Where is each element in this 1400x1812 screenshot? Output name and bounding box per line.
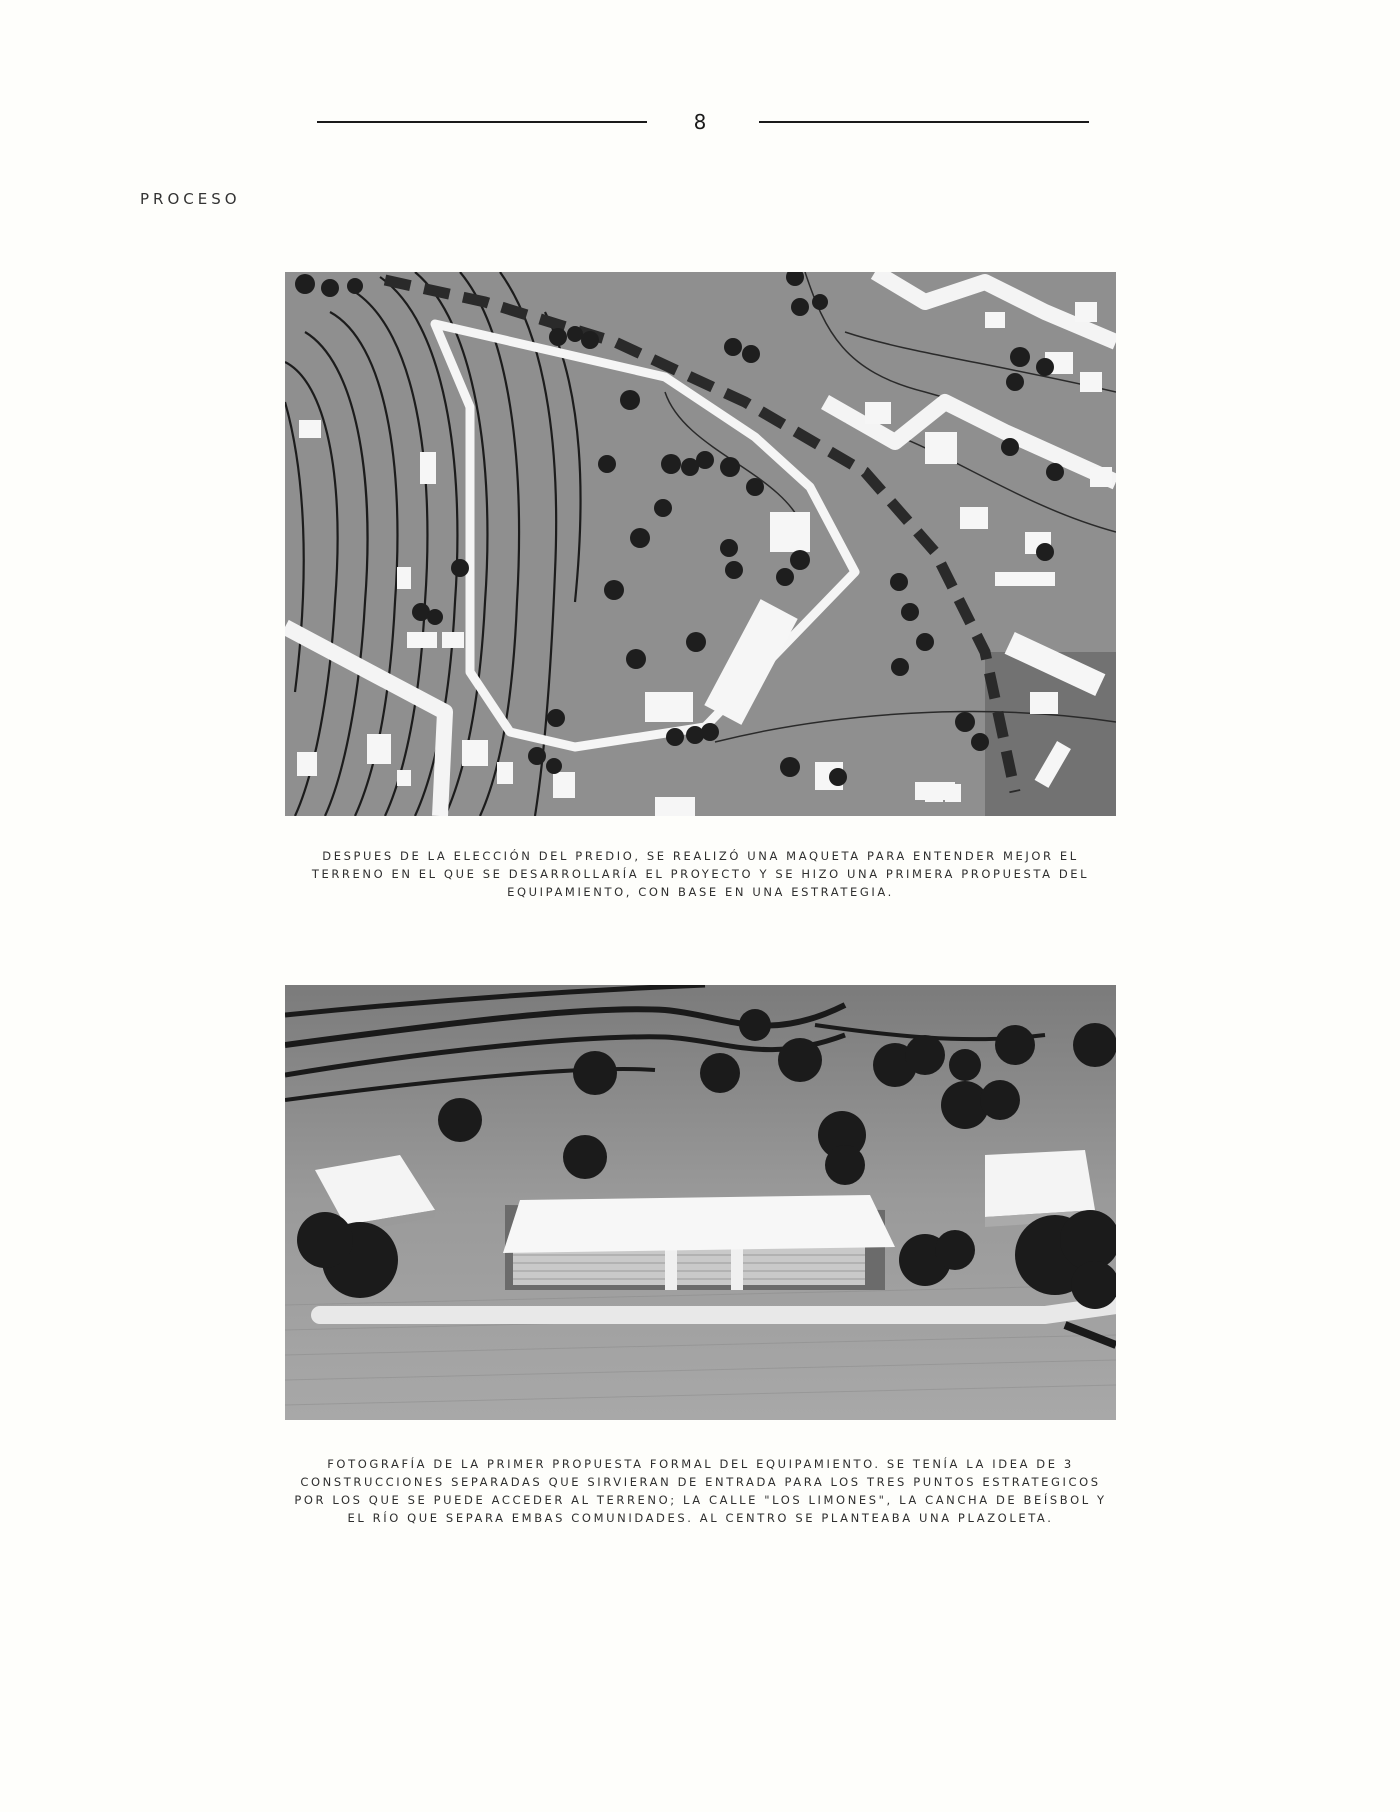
page-number: 8 <box>693 110 707 134</box>
figure-caption-1: DESPUES DE LA ELECCIÓN DEL PREDIO, SE REALIZÓ UNA MAQUETA PARA ENTENDER MEJOR EL TERRENO EN EL QUE SE DESARROLLARÍA EL PROYECTO Y SE HIZO UNA PRIMERA PROPUESTA DEL EQUIPAMIENTO, CON BASE EN UNA ESTRATEGIA. <box>311 849 1090 899</box>
header-rule-left <box>317 121 647 123</box>
header-rule-right <box>759 121 1089 123</box>
site-model-top-view-photo <box>285 272 1116 816</box>
section-title: PROCESO <box>140 190 241 208</box>
figure-caption-2: FOTOGRAFÍA DE LA PRIMER PROPUESTA FORMAL DEL EQUIPAMIENTO. SE TENÍA LA IDEA DE 3 CONSTRUCCIONES SEPARADAS QUE SIRVIERAN DE ENTRADA PARA LOS TRES PUNTOS ESTRATEGICOS POR LOS QUE SE PUEDE ACCEDER AL TERRENO; LA CALLE "LOS LIMONES", LA CANCHA DE BEÍSBOL Y EL RÍO QUE SEPARA EMBAS COMUNIDADES. AL CENTRO SE PLANTEABA UNA PLAZOLETA. <box>294 1457 1107 1525</box>
equipment-proposal-model-photo <box>285 985 1116 1420</box>
